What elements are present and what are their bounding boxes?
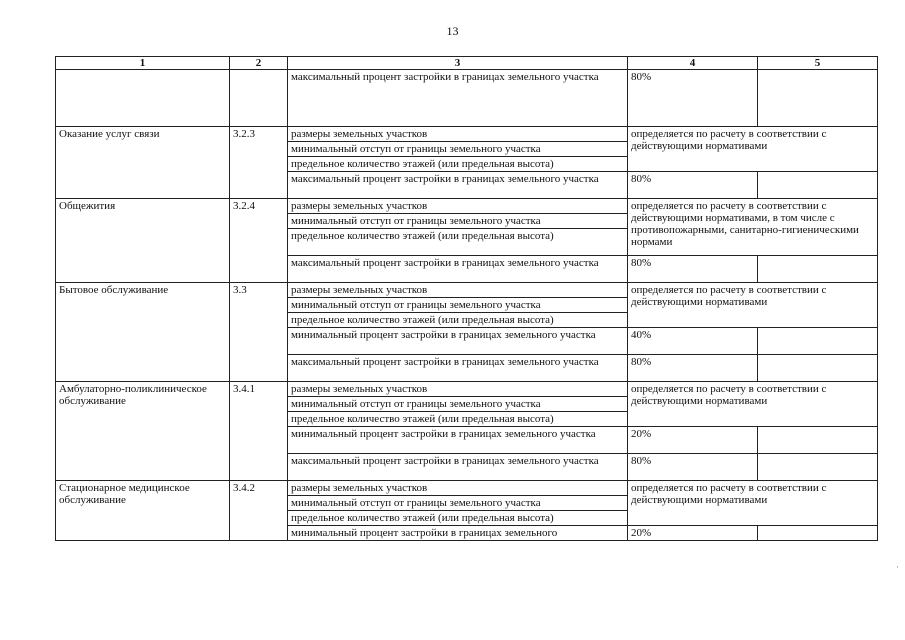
value-cell: 40% <box>628 328 758 355</box>
parameter-cell: размеры земельных участков <box>288 127 628 142</box>
parameter-cell: максимальный процент застройки в границах земельного участка <box>288 256 628 283</box>
code-cell <box>230 70 288 127</box>
value-cell: определяется по расчету в соответствии с действующими нормативами <box>628 481 878 526</box>
use-name-cell: Бытовое обслуживание <box>56 283 230 382</box>
parameter-cell: минимальный отступ от границы земельного участка <box>288 214 628 229</box>
parameter-cell: размеры земельных участков <box>288 199 628 214</box>
table-row <box>56 382 878 397</box>
code-cell: 3.4.1 <box>230 382 288 481</box>
value-cell: 20% <box>628 427 758 454</box>
parameter-cell: предельное количество этажей (или предельная высота) <box>288 412 628 427</box>
code-cell: 3.3 <box>230 283 288 382</box>
value-cell: 80% <box>628 172 758 199</box>
parameter-cell: максимальный процент застройки в границах земельного участка <box>288 172 628 199</box>
value-cell: 80% <box>628 256 758 283</box>
parameter-cell: предельное количество этажей (или предельная высота) <box>288 313 628 328</box>
value-cell: 80% <box>628 355 758 382</box>
zoning-parameters-table <box>55 56 878 541</box>
column-header-3: 3 <box>288 57 628 70</box>
parameter-cell: максимальный процент застройки в границах земельного участка <box>288 70 628 127</box>
scan-margin-mark: · <box>896 562 899 572</box>
parameter-cell: размеры земельных участков <box>288 382 628 397</box>
use-name-cell: Общежития <box>56 199 230 283</box>
note-cell <box>758 172 878 199</box>
column-header-1: 1 <box>56 57 230 70</box>
note-cell <box>758 427 878 454</box>
table-row <box>56 199 878 214</box>
table-row <box>56 127 878 142</box>
column-header-2: 2 <box>230 57 288 70</box>
use-name-cell: Оказание услуг связи <box>56 127 230 199</box>
parameter-cell: минимальный отступ от границы земельного участка <box>288 298 628 313</box>
note-cell <box>758 70 878 127</box>
table-row <box>56 283 878 298</box>
parameter-cell: предельное количество этажей (или предельная высота) <box>288 511 628 526</box>
parameter-cell: минимальный отступ от границы земельного участка <box>288 496 628 511</box>
value-cell: определяется по расчету в соответствии с действующими нормативами <box>628 283 878 328</box>
use-name-cell: Стационарное медицинское обслуживание <box>56 481 230 541</box>
column-header-4: 4 <box>628 57 758 70</box>
value-cell: 20% <box>628 526 758 541</box>
note-cell <box>758 355 878 382</box>
parameter-cell: предельное количество этажей (или предельная высота) <box>288 157 628 172</box>
parameter-cell: минимальный отступ от границы земельного участка <box>288 397 628 412</box>
column-header-5: 5 <box>758 57 878 70</box>
page-number: 13 <box>446 24 459 38</box>
value-cell: 80% <box>628 454 758 481</box>
parameter-cell: минимальный процент застройки в границах земельного участка <box>288 427 628 454</box>
parameter-cell: размеры земельных участков <box>288 481 628 496</box>
value-cell: определяется по расчету в соответствии с действующими нормативами <box>628 127 878 172</box>
parameter-cell: минимальный отступ от границы земельного участка <box>288 142 628 157</box>
parameter-cell: минимальный процент застройки в границах земельного участка <box>288 328 628 355</box>
value-cell: определяется по расчету в соответствии с действующими нормативами, в том числе с противопожарными, санитарно-гигиеническими нормами <box>628 199 878 256</box>
use-name-cell <box>56 70 230 127</box>
value-cell: 80% <box>628 70 758 127</box>
note-cell <box>758 526 878 541</box>
parameter-cell: размеры земельных участков <box>288 283 628 298</box>
code-cell: 3.4.2 <box>230 481 288 541</box>
parameter-cell: минимальный процент застройки в границах земельного <box>288 526 628 541</box>
code-cell: 3.2.3 <box>230 127 288 199</box>
code-cell: 3.2.4 <box>230 199 288 283</box>
table-row <box>56 481 878 496</box>
parameter-cell: максимальный процент застройки в границах земельного участка <box>288 355 628 382</box>
note-cell <box>758 256 878 283</box>
use-name-cell: Амбулаторно-поликлиническое обслуживание <box>56 382 230 481</box>
table-header-row <box>56 57 878 70</box>
table-row <box>56 70 878 127</box>
parameter-cell: предельное количество этажей (или предельная высота) <box>288 229 628 256</box>
note-cell <box>758 328 878 355</box>
parameter-cell: максимальный процент застройки в границах земельного участка <box>288 454 628 481</box>
note-cell <box>758 454 878 481</box>
value-cell: определяется по расчету в соответствии с действующими нормативами <box>628 382 878 427</box>
